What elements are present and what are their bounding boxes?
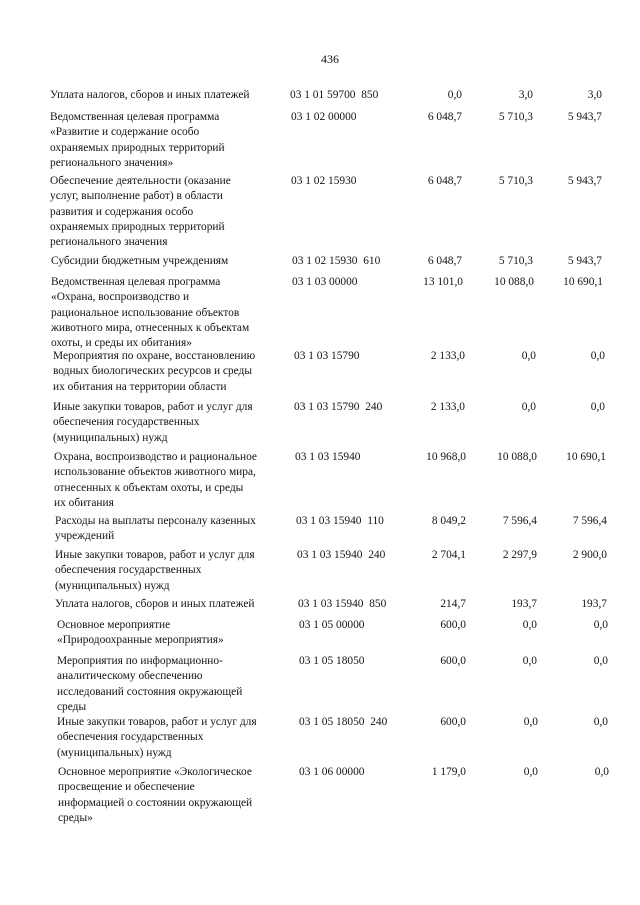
row-name-line: Расходы на выплаты персоналу казенных: [55, 515, 256, 527]
row-code: 03 1 05 18050 240: [299, 716, 388, 728]
row-code: 03 1 02 15930 610: [292, 255, 381, 267]
row-name-line: отнесенных к объектам охоты, и среды: [54, 481, 244, 494]
row-value-year3: 10 690,1: [563, 276, 603, 288]
row-name-line: среды: [57, 700, 87, 713]
row-name-line: учреждений: [55, 530, 115, 543]
row-name-line: «Природоохранные мероприятия»: [57, 634, 224, 647]
row-code: 03 1 03 15940 110: [296, 515, 384, 527]
row-code: 03 1 03 00000: [292, 276, 358, 288]
row-value-year3: 3,0: [587, 89, 602, 101]
row-value-year2: 0,0: [523, 716, 538, 728]
row-name-line: (муниципальных) нужд: [55, 579, 170, 592]
row-name-line: Основное мероприятие: [57, 619, 171, 631]
row-name: [50, 88, 284, 103]
row-name-line: обеспечения государственных: [55, 564, 202, 577]
row-name-line: водных биологических ресурсов и среды: [53, 365, 252, 378]
row-value-year2: 2 297,9: [502, 549, 537, 561]
row-name-line: Основное мероприятие «Экологическое: [58, 766, 252, 778]
row-value-year3: 0,0: [593, 619, 608, 631]
row-name: [51, 275, 285, 351]
row-code: 03 1 03 15940 240: [297, 549, 386, 561]
row-code: 03 1 03 15790 240: [294, 401, 383, 413]
row-name: [55, 548, 289, 594]
row-name: [58, 765, 292, 826]
row-name: [57, 618, 291, 649]
row-name: [53, 349, 287, 395]
row-value-year2: 10 088,0: [497, 451, 537, 463]
row-name-line: обеспечения государственных: [53, 416, 200, 429]
row-name-line: охраняемых природных территорий: [50, 141, 225, 154]
row-name-line: рациональное использование объектов: [51, 306, 240, 319]
row-name-line: охраняемых природных территорий: [50, 220, 225, 233]
row-value-year1: 1 179,0: [431, 766, 466, 778]
row-value-year1: 6 048,7: [427, 255, 462, 267]
row-code: 03 1 03 15790: [294, 350, 360, 362]
row-name-line: «Охрана, воспроизводство и: [51, 291, 190, 304]
row-name-line: услуг, выполнение работ) в области: [50, 190, 223, 203]
row-name-line: исследований состояния окружающей: [57, 685, 243, 698]
row-name-line: Мероприятия по охране, восстановлению: [53, 350, 256, 362]
row-name: [55, 514, 289, 545]
row-value-year1: 8 049,2: [431, 515, 466, 527]
row-value-year1: 600,0: [440, 716, 466, 728]
row-name-line: их обитания на территории области: [53, 380, 227, 393]
row-name: [57, 715, 291, 761]
row-name: [57, 654, 291, 715]
row-code: 03 1 02 15930: [291, 175, 357, 187]
row-value-year3: 0,0: [590, 401, 605, 413]
row-name-line: использование объектов животного мира,: [54, 466, 256, 479]
row-name-line: информацией о состоянии окружающей: [58, 796, 253, 809]
row-value-year1: 2 133,0: [430, 350, 465, 362]
row-name-line: охоты, и среды их обитания»: [51, 337, 192, 350]
row-value-year1: 6 048,7: [427, 111, 462, 123]
row-code: 03 1 05 00000: [299, 619, 365, 631]
row-value-year2: 10 088,0: [494, 276, 534, 288]
row-name-line: Охрана, воспроизводство и рациональное: [54, 451, 257, 463]
row-value-year3: 0,0: [593, 655, 608, 667]
row-value-year3: 5 943,7: [567, 255, 602, 267]
row-name-line: среды»: [58, 811, 93, 824]
row-code: 03 1 02 00000: [291, 111, 357, 123]
row-name-line: аналитическому обеспечению: [57, 670, 203, 683]
row-value-year3: 0,0: [590, 350, 605, 362]
row-name-line: (муниципальных) нужд: [53, 431, 168, 444]
row-name-line: (муниципальных) нужд: [57, 746, 172, 759]
row-name-line: Иные закупки товаров, работ и услуг для: [53, 401, 253, 413]
row-value-year3: 7 596,4: [572, 515, 607, 527]
row-name-line: Ведомственная целевая программа: [51, 276, 221, 288]
row-name-line: Иные закупки товаров, работ и услуг для: [57, 716, 257, 728]
row-value-year2: 0,0: [522, 619, 537, 631]
row-value-year2: 5 710,3: [498, 255, 533, 267]
row-name-line: Уплата налогов, сборов и иных платежей: [55, 598, 255, 610]
row-value-year1: 0,0: [447, 89, 462, 101]
row-name-line: обеспечения государственных: [57, 731, 204, 744]
row-value-year1: 6 048,7: [427, 175, 462, 187]
row-value-year3: 10 690,1: [566, 451, 606, 463]
row-name-line: Мероприятия по информационно-: [57, 655, 223, 667]
row-value-year2: 0,0: [523, 766, 538, 778]
row-name-line: Уплата налогов, сборов и иных платежей: [50, 89, 250, 101]
row-name-line: регионального значения»: [50, 156, 174, 169]
row-code: 03 1 01 59700 850: [290, 89, 379, 101]
row-code: 03 1 03 15940: [295, 451, 361, 463]
row-name: [50, 110, 284, 171]
row-value-year1: 600,0: [440, 655, 466, 667]
row-name-line: животного мира, отнесенных к объектам: [51, 321, 250, 334]
row-name-line: Обеспечение деятельности (оказание: [50, 175, 231, 187]
row-name-line: Ведомственная целевая программа: [50, 111, 220, 123]
row-name-line: Иные закупки товаров, работ и услуг для: [55, 549, 255, 561]
row-name-line: регионального значения: [50, 236, 168, 249]
row-code: 03 1 05 18050: [299, 655, 365, 667]
row-value-year3: 5 943,7: [567, 175, 602, 187]
row-value-year3: 193,7: [581, 598, 607, 610]
row-value-year2: 0,0: [522, 655, 537, 667]
row-value-year3: 5 943,7: [567, 111, 602, 123]
row-name: [50, 174, 284, 250]
row-code: 03 1 03 15940 850: [298, 598, 387, 610]
row-name: [54, 450, 288, 511]
row-value-year1: 600,0: [440, 619, 466, 631]
row-value-year2: 193,7: [511, 598, 537, 610]
row-value-year2: 5 710,3: [498, 175, 533, 187]
row-value-year2: 7 596,4: [502, 515, 537, 527]
row-code: 03 1 06 00000: [299, 766, 365, 778]
row-value-year2: 0,0: [521, 401, 536, 413]
row-value-year3: 2 900,0: [572, 549, 607, 561]
row-value-year1: 10 968,0: [426, 451, 466, 463]
page-number: 436: [321, 52, 339, 66]
row-value-year1: 2 704,1: [431, 549, 466, 561]
row-value-year1: 2 133,0: [430, 401, 465, 413]
row-value-year2: 3,0: [518, 89, 533, 101]
row-name-line: развития и содержания особо: [50, 205, 194, 218]
row-name-line: их обитания: [54, 496, 114, 509]
row-value-year2: 5 710,3: [498, 111, 533, 123]
row-name-line: Субсидии бюджетным учреждениям: [51, 255, 229, 267]
row-name: [51, 254, 285, 269]
row-value-year2: 0,0: [521, 350, 536, 362]
row-value-year1: 13 101,0: [423, 276, 463, 288]
row-name-line: просвещение и обеспечение: [58, 781, 195, 794]
row-value-year3: 0,0: [594, 766, 609, 778]
row-name: [53, 400, 287, 446]
row-value-year1: 214,7: [440, 598, 466, 610]
row-value-year3: 0,0: [593, 716, 608, 728]
row-name-line: «Развитие и содержание особо: [50, 126, 200, 139]
row-name: [55, 597, 289, 612]
